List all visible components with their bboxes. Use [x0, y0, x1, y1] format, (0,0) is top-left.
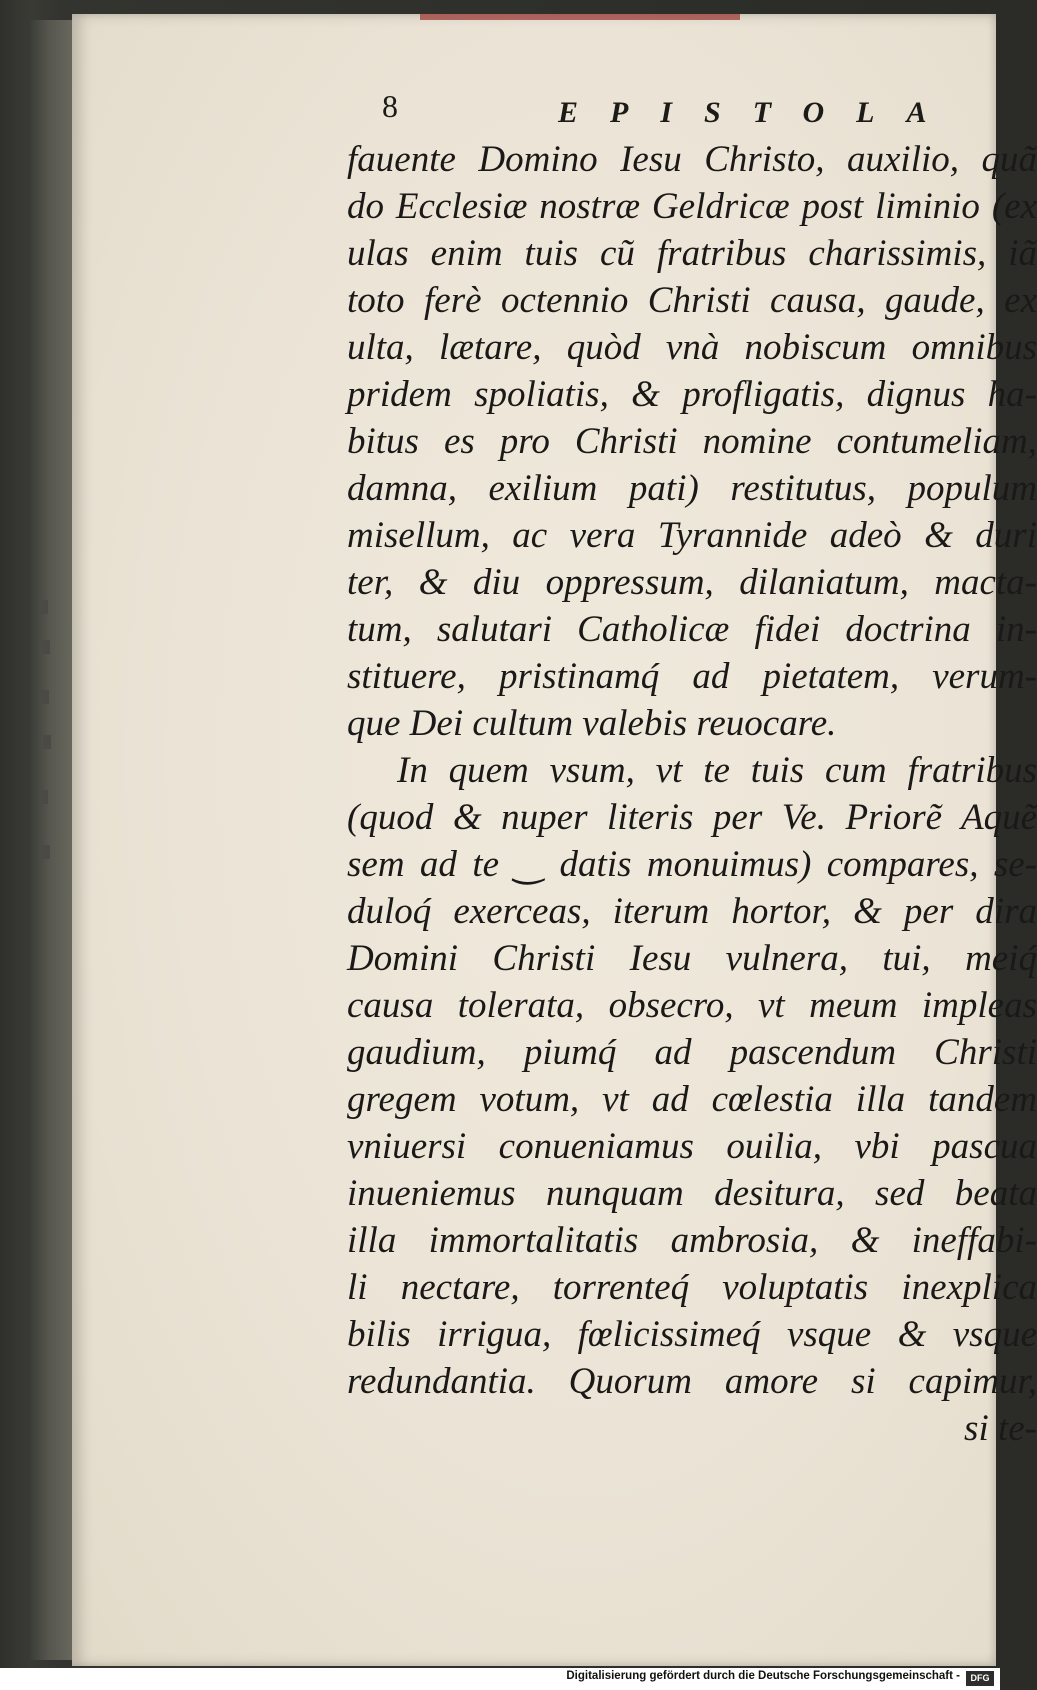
- text-line: illa immortalitatis ambrosia, & ineffabi-: [347, 1220, 1037, 1261]
- text-line: stituere, pristinamq́ ad pietatem, verum-: [347, 656, 1037, 697]
- text-line: bitus es pro Christi nomine contumeliam,: [347, 421, 1037, 462]
- funding-credit: Digitalisierung gefördert durch die Deutsche Forschungsgemeinschaft -: [566, 1670, 960, 1682]
- text-line: sem ad te ‿ datis monuimus) compares, se-: [347, 844, 1037, 885]
- book-page: [72, 14, 1037, 1666]
- text-line: inueniemus nunquam desitura, sed beata: [347, 1173, 1037, 1214]
- text-line: tum, salutari Catholicæ fidei doctrina in-: [347, 609, 1037, 650]
- text-line: misellum, ac vera Tyrannide adeò & duri: [347, 515, 1037, 556]
- text-line: (quod & nuper literis per Ve. Priorẽ Aquẽ: [347, 797, 1037, 838]
- page-header: [382, 88, 959, 132]
- text-line: do Ecclesiæ nostræ Geldricæ post liminio (ex: [347, 186, 1037, 227]
- dfg-logo-icon: DFG: [966, 1671, 994, 1686]
- text-line: ulas enim tuis cũ fratribus charissimis, iã: [347, 233, 1037, 274]
- text-line: ter, & diu oppressum, dilaniatum, macta-: [347, 562, 1037, 603]
- text-line: ulta, lætare, quòd vnà nobiscum omnibus: [347, 327, 1037, 368]
- binding-edge: [30, 20, 76, 1660]
- text-line: damna, exilium pati) restitutus, populum: [347, 468, 1037, 509]
- text-line: fauente Domino Iesu Christo, auxilio, quã: [347, 139, 1037, 180]
- text-line: que Dei cultum valebis reuocare.: [347, 703, 837, 744]
- text-line: pridem spoliatis, & profligatis, dignus ha-: [347, 374, 1037, 415]
- text-line: Domini Christi Iesu vulnera, tui, meiq́: [347, 938, 1037, 979]
- text-line: causa tolerata, obsecro, vt meum impleas: [347, 985, 1037, 1026]
- body-text: [347, 136, 1037, 1452]
- text-line: toto ferè octennio Christi causa, gaude, ex: [347, 280, 1037, 321]
- text-line: li nectare, torrenteq́ voluptatis inexplica: [347, 1267, 1037, 1308]
- footer-bar: [0, 1668, 1000, 1690]
- text-line: In quem vsum, vt te tuis cum fratribus: [397, 750, 1037, 791]
- text-line: redundantia. Quorum amore si capimur,: [347, 1361, 1037, 1402]
- text-line: vniuersi conueniamus ouilia, vbi pascua: [347, 1126, 1037, 1167]
- page-top-edge: [420, 14, 740, 20]
- text-line: duloq́ exerceas, iterum hortor, & per dira: [347, 891, 1037, 932]
- text-line: gaudium, piumq́ ad pascendum Christi: [347, 1032, 1037, 1073]
- text-line: bilis irrigua, fœlicissimeq́ vsque & vsque: [347, 1314, 1037, 1355]
- page-number: 8: [382, 88, 398, 124]
- text-line: gregem votum, vt ad cœlestia illa tandem: [347, 1079, 1037, 1120]
- running-title: EPISTOLA: [558, 96, 959, 129]
- catchword: si te-: [964, 1408, 1037, 1449]
